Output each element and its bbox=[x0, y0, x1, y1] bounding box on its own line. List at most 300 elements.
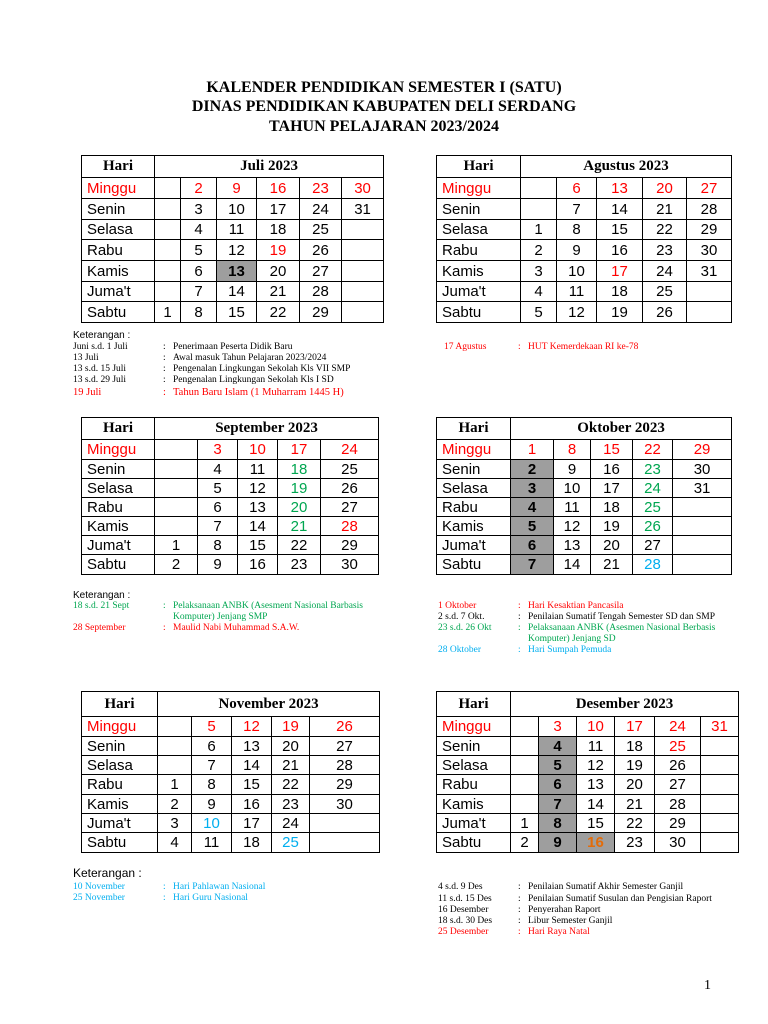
note-text: Penyerahan Raport bbox=[528, 905, 601, 915]
date-cell: 16 bbox=[591, 460, 633, 479]
note-date: 1 Oktober bbox=[438, 601, 477, 611]
date-cell: 5 bbox=[192, 717, 232, 737]
date-cell: 11 bbox=[557, 282, 597, 302]
note-date: 18 s.d. 21 Sept bbox=[73, 601, 130, 611]
date-cell-exam: 6 bbox=[539, 775, 577, 795]
date-cell: 7 bbox=[557, 199, 597, 220]
date-cell: 15 bbox=[232, 775, 272, 795]
notes-november: 10 November : Hari Pahlawan Nasional 25 November : Hari Guru Nasional bbox=[73, 882, 393, 904]
note-text: Hari Pahlawan Nasional bbox=[173, 882, 266, 892]
date-cell: 24 bbox=[643, 261, 687, 282]
date-cell: 27 bbox=[633, 536, 673, 555]
notes-desember: 4 s.d. 9 Des : Penilaian Sumatif Akhir Semester Ganjil 11 s.d. 15 Des : Penilaian Sumatif Susulan dan Pengisian Raport 16 Desember : Penyerahan Raport 18 s.d. 30 Des : Libur Semester Ganjil 25 Desember : Hari Raya Natal bbox=[438, 882, 723, 938]
day-label: Kamis bbox=[82, 795, 158, 814]
day-label: Juma't bbox=[437, 814, 511, 833]
date-cell: 12 bbox=[238, 479, 278, 498]
notes-label: Keterangan : bbox=[73, 866, 142, 880]
date-cell: 23 bbox=[272, 795, 310, 814]
date-cell: 22 bbox=[278, 536, 321, 555]
note-text: Hari Sumpah Pemuda bbox=[528, 645, 612, 655]
date-cell: 1 bbox=[155, 302, 181, 323]
date-cell: 20 bbox=[591, 536, 633, 555]
month-title: September 2023 bbox=[155, 418, 379, 440]
day-label: Sabtu bbox=[437, 302, 521, 323]
date-cell: 9 bbox=[557, 240, 597, 261]
date-cell: 10 bbox=[557, 261, 597, 282]
date-cell bbox=[673, 498, 732, 517]
day-label: Rabu bbox=[437, 775, 511, 795]
day-label: Selasa bbox=[82, 479, 155, 498]
date-cell: 17 bbox=[591, 479, 633, 498]
date-cell: 18 bbox=[597, 282, 643, 302]
date-cell-national-day: 10 bbox=[192, 814, 232, 833]
date-cell: 11 bbox=[192, 833, 232, 853]
date-cell bbox=[511, 717, 539, 737]
date-cell-anbk: 25 bbox=[633, 498, 673, 517]
date-cell: 25 bbox=[300, 220, 342, 240]
date-cell bbox=[687, 302, 732, 323]
date-cell-anbk: 19 bbox=[278, 479, 321, 498]
date-cell-school-start: 13 bbox=[217, 261, 257, 282]
date-cell-exam: 5 bbox=[511, 517, 554, 536]
day-label: Selasa bbox=[437, 479, 511, 498]
calendar-november bbox=[81, 691, 380, 853]
date-cell: 8 bbox=[554, 440, 591, 460]
date-cell: 1 bbox=[155, 536, 198, 555]
note-date: 11 s.d. 15 Des bbox=[438, 894, 492, 904]
date-cell: 17 bbox=[278, 440, 321, 460]
note-date: 19 Juli bbox=[73, 387, 102, 398]
date-cell bbox=[310, 833, 380, 853]
note-text: Pengenalan Lingkungan Sekolah Kls VII SMP bbox=[173, 364, 351, 374]
day-label: Minggu bbox=[82, 440, 155, 460]
note-date: Juni s.d. 1 Juli bbox=[73, 342, 128, 352]
date-cell: 22 bbox=[643, 220, 687, 240]
calendar-agustus bbox=[436, 155, 732, 323]
day-label: Juma't bbox=[437, 536, 511, 555]
date-cell-exam: 3 bbox=[511, 479, 554, 498]
date-cell-anbk: 26 bbox=[633, 517, 673, 536]
day-label: Minggu bbox=[437, 440, 511, 460]
date-cell: 16 bbox=[232, 795, 272, 814]
hari-header: Hari bbox=[437, 156, 521, 178]
date-cell: 28 bbox=[310, 756, 380, 775]
day-label: Selasa bbox=[82, 220, 155, 240]
date-cell bbox=[155, 282, 181, 302]
date-cell: 22 bbox=[615, 814, 655, 833]
date-cell: 12 bbox=[232, 717, 272, 737]
day-label: Senin bbox=[437, 199, 521, 220]
date-cell bbox=[155, 240, 181, 261]
date-cell-anbk: 24 bbox=[633, 479, 673, 498]
note-text: Hari Raya Natal bbox=[528, 927, 590, 937]
date-cell: 31 bbox=[687, 261, 732, 282]
date-cell: 29 bbox=[687, 220, 732, 240]
date-cell: 6 bbox=[198, 498, 238, 517]
date-cell: 8 bbox=[198, 536, 238, 555]
date-cell: 5 bbox=[198, 479, 238, 498]
date-cell bbox=[673, 517, 732, 536]
date-cell: 21 bbox=[257, 282, 300, 302]
date-cell: 9 bbox=[198, 555, 238, 575]
date-cell: 30 bbox=[342, 178, 384, 199]
date-cell: 14 bbox=[232, 756, 272, 775]
date-cell: 23 bbox=[615, 833, 655, 853]
date-cell: 19 bbox=[272, 717, 310, 737]
date-cell: 8 bbox=[557, 220, 597, 240]
date-cell: 15 bbox=[238, 536, 278, 555]
note-text: Pengenalan Lingkungan Sekolah Kls I SD bbox=[173, 375, 334, 385]
day-label: Kamis bbox=[437, 517, 511, 536]
date-cell: 6 bbox=[192, 737, 232, 756]
date-cell: 1 bbox=[511, 814, 539, 833]
date-cell: 8 bbox=[192, 775, 232, 795]
date-cell bbox=[155, 178, 181, 199]
date-cell: 28 bbox=[655, 795, 701, 814]
date-cell: 27 bbox=[300, 261, 342, 282]
date-cell: 14 bbox=[217, 282, 257, 302]
date-cell: 16 bbox=[597, 240, 643, 261]
date-cell bbox=[673, 555, 732, 575]
date-cell: 24 bbox=[655, 717, 701, 737]
page-number: 1 bbox=[704, 978, 711, 993]
note-date: 23 s.d. 26 Okt bbox=[438, 623, 492, 633]
date-cell: 23 bbox=[300, 178, 342, 199]
month-title: Desember 2023 bbox=[511, 692, 739, 717]
day-label: Selasa bbox=[437, 220, 521, 240]
date-cell: 10 bbox=[577, 717, 615, 737]
date-cell-anbk: 18 bbox=[278, 460, 321, 479]
date-cell: 11 bbox=[217, 220, 257, 240]
date-cell bbox=[511, 775, 539, 795]
date-cell: 17 bbox=[232, 814, 272, 833]
calendar-september bbox=[81, 417, 379, 575]
note-date: 13 s.d. 29 Juli bbox=[73, 375, 127, 385]
date-cell: 10 bbox=[217, 199, 257, 220]
day-label: Selasa bbox=[437, 756, 511, 775]
date-cell: 4 bbox=[521, 282, 557, 302]
date-cell bbox=[342, 240, 384, 261]
date-cell: 29 bbox=[673, 440, 732, 460]
doc-title-line2: DINAS PENDIDIKAN KABUPATEN DELI SERDANG bbox=[191, 98, 577, 115]
date-cell: 21 bbox=[643, 199, 687, 220]
date-cell: 15 bbox=[217, 302, 257, 323]
date-cell bbox=[342, 282, 384, 302]
month-title: Juli 2023 bbox=[155, 156, 384, 178]
day-label: Juma't bbox=[82, 536, 155, 555]
date-cell bbox=[687, 282, 732, 302]
note-date: 4 s.d. 9 Des bbox=[438, 882, 483, 892]
date-cell bbox=[511, 756, 539, 775]
date-cell: 30 bbox=[655, 833, 701, 853]
date-cell: 5 bbox=[181, 240, 217, 261]
date-cell: 11 bbox=[238, 460, 278, 479]
notes-juli: Juni s.d. 1 Juli : Penerimaan Peserta Didik Baru 13 Juli : Awal masuk Tahun Pelajaran 2023/2024 13 s.d. 15 Juli : Pengenalan Lingkungan Sekolah Kls VII SMP 13 s.d. 29 Juli : Pengenalan Lingkungan Sekolah Kls I SD 19 Juli : Tahun Baru Islam (1 Muharram 1445 H) bbox=[73, 342, 423, 398]
date-cell-holiday: 17 bbox=[597, 261, 643, 282]
date-cell: 3 bbox=[521, 261, 557, 282]
date-cell: 3 bbox=[181, 199, 217, 220]
day-label: Senin bbox=[82, 460, 155, 479]
note-date: 16 Desember bbox=[438, 905, 489, 915]
day-label: Senin bbox=[437, 460, 511, 479]
date-cell: 12 bbox=[557, 302, 597, 323]
date-cell: 27 bbox=[655, 775, 701, 795]
note-date: 28 September bbox=[73, 623, 126, 633]
day-label: Rabu bbox=[437, 240, 521, 261]
date-cell: 9 bbox=[217, 178, 257, 199]
day-label: Rabu bbox=[437, 498, 511, 517]
date-cell: 20 bbox=[615, 775, 655, 795]
date-cell: 12 bbox=[554, 517, 591, 536]
date-cell: 17 bbox=[615, 717, 655, 737]
date-cell: 26 bbox=[300, 240, 342, 261]
day-label: Sabtu bbox=[82, 302, 155, 323]
day-label: Kamis bbox=[437, 795, 511, 814]
date-cell bbox=[673, 536, 732, 555]
date-cell: 12 bbox=[577, 756, 615, 775]
date-cell: 1 bbox=[511, 440, 554, 460]
day-label: Kamis bbox=[437, 261, 521, 282]
date-cell bbox=[155, 517, 198, 536]
note-text: Pelaksanaan ANBK (Asesment Nasional Barbasis Komputer) Jenjang SMP bbox=[173, 601, 363, 622]
month-title: Agustus 2023 bbox=[521, 156, 732, 178]
date-cell bbox=[158, 756, 192, 775]
date-cell: 25 bbox=[643, 282, 687, 302]
date-cell: 20 bbox=[272, 737, 310, 756]
date-cell: 14 bbox=[577, 795, 615, 814]
note-date: 13 s.d. 15 Juli bbox=[73, 364, 127, 374]
note-text: Hari Guru Nasional bbox=[173, 893, 248, 903]
date-cell bbox=[701, 795, 739, 814]
date-cell-exam: 6 bbox=[511, 536, 554, 555]
date-cell bbox=[158, 737, 192, 756]
date-cell: 23 bbox=[278, 555, 321, 575]
day-label: Senin bbox=[437, 737, 511, 756]
date-cell: 18 bbox=[257, 220, 300, 240]
date-cell-national-day: 28 bbox=[633, 555, 673, 575]
date-cell bbox=[342, 220, 384, 240]
hari-header: Hari bbox=[82, 156, 155, 178]
note-date: 25 November bbox=[73, 893, 125, 903]
date-cell: 15 bbox=[577, 814, 615, 833]
note-text: Libur Semester Ganjil bbox=[528, 916, 613, 926]
date-cell: 2 bbox=[181, 178, 217, 199]
date-cell: 7 bbox=[198, 517, 238, 536]
date-cell: 2 bbox=[155, 555, 198, 575]
date-cell: 24 bbox=[300, 199, 342, 220]
date-cell-anbk: 21 bbox=[278, 517, 321, 536]
date-cell: 21 bbox=[615, 795, 655, 814]
date-cell: 15 bbox=[591, 440, 633, 460]
date-cell bbox=[511, 795, 539, 814]
date-cell bbox=[701, 756, 739, 775]
date-cell-raport: 16 bbox=[577, 833, 615, 853]
date-cell: 20 bbox=[257, 261, 300, 282]
date-cell: 18 bbox=[591, 498, 633, 517]
date-cell: 14 bbox=[597, 199, 643, 220]
note-text: Hari Kesaktian Pancasila bbox=[528, 601, 624, 611]
date-cell bbox=[155, 479, 198, 498]
date-cell: 26 bbox=[321, 479, 379, 498]
date-cell: 23 bbox=[643, 240, 687, 261]
date-cell: 9 bbox=[192, 795, 232, 814]
date-cell-exam: 9 bbox=[539, 833, 577, 853]
date-cell: 2 bbox=[158, 795, 192, 814]
day-label: Juma't bbox=[437, 282, 521, 302]
date-cell: 12 bbox=[217, 240, 257, 261]
date-cell: 3 bbox=[539, 717, 577, 737]
date-cell: 21 bbox=[591, 555, 633, 575]
date-cell: 29 bbox=[655, 814, 701, 833]
date-cell: 1 bbox=[521, 220, 557, 240]
day-label: Minggu bbox=[82, 717, 158, 737]
calendar-desember bbox=[436, 691, 739, 853]
date-cell: 10 bbox=[238, 440, 278, 460]
date-cell: 6 bbox=[557, 178, 597, 199]
date-cell: 30 bbox=[687, 240, 732, 261]
date-cell: 11 bbox=[554, 498, 591, 517]
date-cell: 14 bbox=[238, 517, 278, 536]
date-cell: 19 bbox=[591, 517, 633, 536]
day-label: Kamis bbox=[82, 517, 155, 536]
date-cell: 26 bbox=[655, 756, 701, 775]
date-cell bbox=[701, 775, 739, 795]
date-cell: 15 bbox=[597, 220, 643, 240]
date-cell bbox=[155, 220, 181, 240]
notes-label: Keterangan : bbox=[73, 590, 131, 601]
date-cell: 25 bbox=[321, 460, 379, 479]
date-cell: 16 bbox=[238, 555, 278, 575]
date-cell: 19 bbox=[597, 302, 643, 323]
hari-header: Hari bbox=[82, 692, 158, 717]
date-cell bbox=[155, 498, 198, 517]
date-cell: 28 bbox=[300, 282, 342, 302]
note-date: 13 Juli bbox=[73, 353, 99, 363]
calendar-oktober bbox=[436, 417, 732, 575]
calendar-juli bbox=[81, 155, 384, 323]
date-cell bbox=[701, 833, 739, 853]
day-label: Rabu bbox=[82, 240, 155, 261]
date-cell-exam: 8 bbox=[539, 814, 577, 833]
date-cell: 7 bbox=[192, 756, 232, 775]
date-cell-anbk: 23 bbox=[633, 460, 673, 479]
date-cell: 24 bbox=[321, 440, 379, 460]
note-date: 25 Desember bbox=[438, 927, 489, 937]
day-label: Sabtu bbox=[82, 555, 155, 575]
date-cell: 4 bbox=[198, 460, 238, 479]
date-cell-anbk: 20 bbox=[278, 498, 321, 517]
date-cell-holiday: 19 bbox=[257, 240, 300, 261]
day-label: Senin bbox=[82, 737, 158, 756]
hari-header: Hari bbox=[437, 692, 511, 717]
date-cell: 30 bbox=[310, 795, 380, 814]
day-label: Juma't bbox=[82, 814, 158, 833]
date-cell bbox=[155, 261, 181, 282]
date-cell-exam: 4 bbox=[539, 737, 577, 756]
date-cell: 26 bbox=[643, 302, 687, 323]
date-cell: 18 bbox=[232, 833, 272, 853]
notes-label: Keterangan : bbox=[73, 330, 131, 341]
date-cell: 19 bbox=[615, 756, 655, 775]
date-cell: 3 bbox=[198, 440, 238, 460]
date-cell bbox=[155, 460, 198, 479]
date-cell: 3 bbox=[158, 814, 192, 833]
date-cell: 13 bbox=[597, 178, 643, 199]
note-text: Maulid Nabi Muhammad S.A.W. bbox=[173, 623, 300, 633]
day-label: Rabu bbox=[82, 498, 155, 517]
hari-header: Hari bbox=[437, 418, 511, 440]
day-label: Sabtu bbox=[437, 555, 511, 575]
date-cell bbox=[158, 717, 192, 737]
note-date: 2 s.d. 7 Okt. bbox=[438, 612, 485, 622]
date-cell: 29 bbox=[321, 536, 379, 555]
date-cell-exam: 2 bbox=[511, 460, 554, 479]
date-cell: 27 bbox=[321, 498, 379, 517]
date-cell: 28 bbox=[687, 199, 732, 220]
note-date: 18 s.d. 30 Des bbox=[438, 916, 493, 926]
date-cell: 24 bbox=[272, 814, 310, 833]
day-label: Selasa bbox=[82, 756, 158, 775]
date-cell bbox=[521, 178, 557, 199]
date-cell: 13 bbox=[238, 498, 278, 517]
date-cell: 26 bbox=[310, 717, 380, 737]
date-cell bbox=[342, 302, 384, 323]
date-cell: 29 bbox=[300, 302, 342, 323]
notes-oktober: 1 Oktober : Hari Kesaktian Pancasila 2 s.d. 7 Okt. : Penilaian Sumatif Tengah Semester SD dan SMP 23 s.d. 26 Okt : Pelaksanaan ANBK (Asesmen Nasional Berbasis Komputer) Jenjang SD 28 Oktober : Hari Sumpah Pemuda bbox=[438, 601, 733, 656]
date-cell: 22 bbox=[257, 302, 300, 323]
date-cell: 20 bbox=[643, 178, 687, 199]
date-cell: 16 bbox=[257, 178, 300, 199]
date-cell: 27 bbox=[310, 737, 380, 756]
note-text: Penilaian Sumatif Susulan dan Pengisian Raport bbox=[528, 894, 712, 904]
date-cell: 30 bbox=[673, 460, 732, 479]
date-cell: 10 bbox=[554, 479, 591, 498]
date-cell: 5 bbox=[521, 302, 557, 323]
note-date: 28 Oktober bbox=[438, 645, 482, 655]
note-date: 10 November bbox=[73, 882, 125, 892]
date-cell-exam: 7 bbox=[539, 795, 577, 814]
date-cell bbox=[521, 199, 557, 220]
month-title: November 2023 bbox=[158, 692, 380, 717]
day-label: Minggu bbox=[437, 717, 511, 737]
note-date: 17 Agustus bbox=[444, 342, 487, 352]
date-cell: 27 bbox=[687, 178, 732, 199]
date-cell bbox=[155, 440, 198, 460]
date-cell: 31 bbox=[673, 479, 732, 498]
date-cell: 1 bbox=[158, 775, 192, 795]
date-cell-exam: 4 bbox=[511, 498, 554, 517]
doc-title-line3: TAHUN PELAJARAN 2023/2024 bbox=[269, 118, 499, 135]
date-cell: 6 bbox=[181, 261, 217, 282]
note-text: Penerimaan Peserta Didik Baru bbox=[173, 342, 293, 352]
day-label: Sabtu bbox=[437, 833, 511, 853]
date-cell: 31 bbox=[701, 717, 739, 737]
day-label: Sabtu bbox=[82, 833, 158, 853]
date-cell: 11 bbox=[577, 737, 615, 756]
note-text: HUT Kemerdekaan RI ke-78 bbox=[528, 342, 639, 352]
note-text: Penilaian Sumatif Tengah Semester SD dan SMP bbox=[528, 612, 716, 622]
note-text: Awal masuk Tahun Pelajaran 2023/2024 bbox=[173, 353, 327, 363]
notes-september: 18 s.d. 21 Sept : Pelaksanaan ANBK (Asesment Nasional Barbasis Komputer) Jenjang SMP 28 September : Maulid Nabi Muhammad S.A.W. bbox=[73, 601, 393, 634]
hari-header: Hari bbox=[82, 418, 155, 440]
date-cell bbox=[701, 737, 739, 756]
date-cell: 2 bbox=[521, 240, 557, 261]
note-text: Tahun Baru Islam (1 Muharram 1445 H) bbox=[173, 387, 344, 398]
date-cell: 18 bbox=[615, 737, 655, 756]
date-cell: 22 bbox=[272, 775, 310, 795]
date-cell: 21 bbox=[272, 756, 310, 775]
date-cell: 13 bbox=[577, 775, 615, 795]
